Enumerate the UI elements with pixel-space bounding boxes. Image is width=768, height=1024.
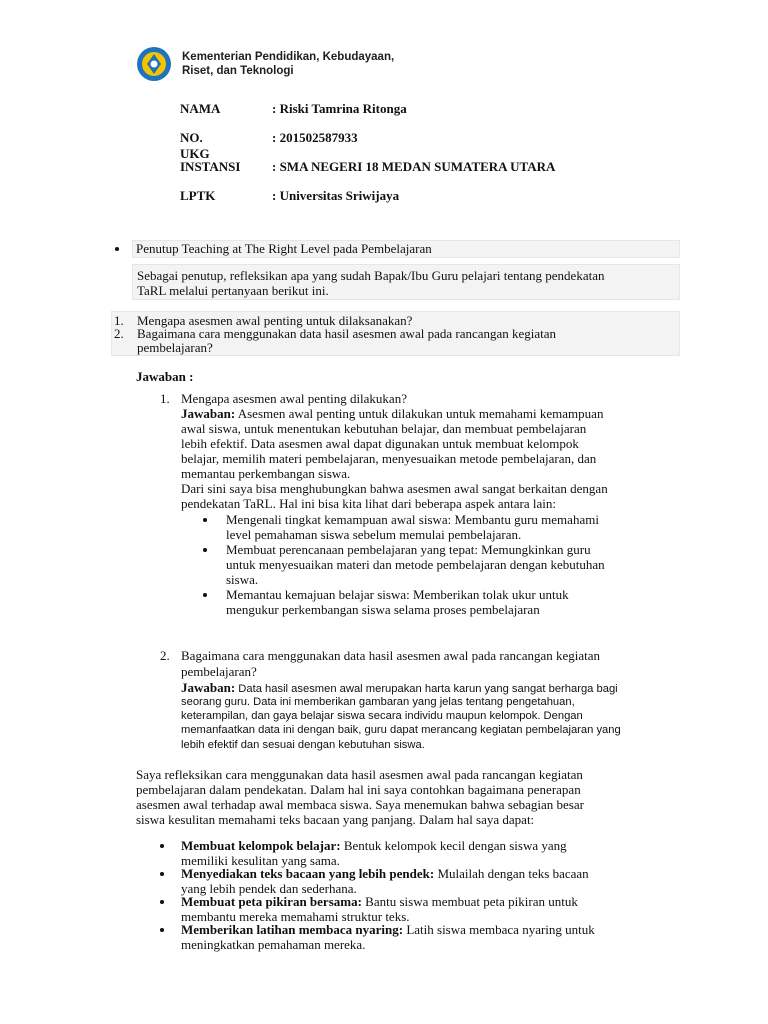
ministry-name-line2: Riset, dan Teknologi [182, 65, 294, 77]
answer-label: Jawaban: [181, 406, 236, 421]
identity-value: : SMA NEGERI 18 MEDAN SUMATERA UTARA [272, 159, 556, 174]
question-1: Mengapa asesmen awal penting untuk dilaksanakan? [137, 313, 413, 328]
action-item-cont: meningkatkan pemahaman mereka. [181, 937, 366, 952]
answer1-line: pendekatan TaRL. Hal ini bisa kita lihat dari beberapa aspek antara lain: [181, 496, 556, 511]
answer2-text: Data hasil asesmen awal merupakan harta karun yang sangat berharga bagi [235, 683, 618, 695]
action-text: Mulailah dengan teks bacaan [434, 866, 589, 881]
answer1-bullet: Mengenali tingkat kemampuan awal siswa: Membantu guru memahami [226, 512, 599, 527]
bullet-icon [115, 247, 119, 251]
bullet-icon [160, 872, 164, 876]
jawaban-heading: Jawaban : [136, 369, 194, 384]
answer1-bullet: Memantau kemajuan belajar siswa: Memberikan tolak ukur untuk [226, 587, 569, 602]
action-title: Membuat peta pikiran bersama: [181, 894, 362, 909]
answer2-line: keterampilan, dan gaya belajar siswa secara individu maupun kelompok. Dengan [181, 710, 583, 722]
action-title: Membuat kelompok belajar: [181, 838, 341, 853]
bullet-icon [203, 548, 207, 552]
answer1-line: lebih efektif. Data asesmen awal dapat digunakan untuk membuat kelompok [181, 436, 579, 451]
question-number: 2. [114, 326, 124, 341]
identity-label: INSTANSI [180, 159, 241, 174]
answer2-line: seorang guru. Data ini memberikan gambaran yang jelas tentang pengetahuan, [181, 696, 575, 708]
answer1-question: Mengapa asesmen awal penting dilakukan? [181, 391, 407, 406]
action-item [181, 866, 589, 881]
bullet-icon [160, 844, 164, 848]
answer1-line: belajar, memilih materi pembelajaran, menyesuaikan metode pembelajaran, dan [181, 451, 597, 466]
answer-number: 1. [160, 391, 170, 406]
bullet-icon [203, 593, 207, 597]
ministry-logo-icon [134, 46, 176, 82]
ministry-header [134, 46, 404, 82]
answer1-line: Dari sini saya bisa menghubungkan bahwa asesmen awal sangat berkaitan dengan [181, 481, 608, 496]
answer1-line: awal siswa, untuk menentukan kebutuhan belajar, dan membuat pembelajaran [181, 421, 587, 436]
action-title: Memberikan latihan membaca nyaring: [181, 922, 404, 937]
answer2-line: lebih efektif dan sesuai dengan kebutuhan siswa. [181, 739, 425, 751]
ministry-name-line1: Kementerian Pendidikan, Kebudayaan, [182, 51, 395, 63]
ministry-name [182, 50, 394, 78]
answer1-bullet-cont: siswa. [226, 572, 259, 587]
answer1-line: memantau perkembangan siswa. [181, 466, 351, 481]
reflection-line: asesmen awal terhadap awal membaca siswa. Saya menemukan bahwa sebagian besar [136, 797, 584, 812]
action-item-cont: membantu mereka memahami struktur teks. [181, 909, 410, 924]
reflection-line: pembelajaran dalam pendekatan. Dalam hal ini saya contohkan bagaimana penerapan [136, 782, 581, 797]
answer2-line: memanfaatkan data ini dengan baik, guru dapat merancang kegiatan pembelajaran yang [181, 724, 621, 736]
bullet-icon [160, 900, 164, 904]
identity-value: : 201502587933 [272, 130, 358, 145]
answer-number: 2. [160, 648, 170, 663]
answer1-bullet-cont: untuk menyesuaikan materi dan metode pembelajaran dengan kebutuhan [226, 557, 605, 572]
answer1-bullet-cont: mengukur perkembangan siswa selama proses pembelajaran [226, 602, 540, 617]
action-text: Latih siswa membaca nyaring untuk [403, 922, 595, 937]
action-item [181, 838, 567, 853]
intro-line: Sebagai penutup, refleksikan apa yang sudah Bapak/Ibu Guru pelajari tentang pendekatan [137, 268, 605, 283]
answer1-first-line [181, 406, 603, 421]
answer1-bullet: Membuat perencanaan pembelajaran yang tepat: Memungkinkan guru [226, 542, 591, 557]
action-item-cont: yang lebih pendek dan sederhana. [181, 881, 357, 896]
identity-label: LPTK [180, 188, 216, 203]
action-item [181, 922, 595, 937]
answer2-question-cont: pembelajaran? [181, 664, 257, 679]
question-number: 1. [114, 313, 124, 328]
bullet-icon [203, 518, 207, 522]
action-text: Bentuk kelompok kecil dengan siswa yang [340, 838, 567, 853]
identity-value: : Riski Tamrina Ritonga [272, 101, 407, 116]
intro-line: TaRL melalui pertanyaan berikut ini. [137, 283, 329, 298]
section-title: Penutup Teaching at The Right Level pada Pembelajaran [136, 241, 432, 256]
identity-value: : Universitas Sriwijaya [272, 188, 400, 203]
answer1-text: Asesmen awal penting untuk dilakukan untuk memahami kemampuan [235, 406, 604, 421]
action-title: Menyediakan teks bacaan yang lebih pendek: [181, 866, 435, 881]
action-item-cont: memiliki kesulitan yang sama. [181, 853, 340, 868]
answer-label: Jawaban: [181, 680, 236, 695]
action-text: Bantu siswa membuat peta pikiran untuk [361, 894, 578, 909]
action-item [181, 894, 578, 909]
question-2-cont: pembelajaran? [137, 340, 213, 355]
answer1-bullet-cont: level pemahaman siswa sebelum memulai pembelajaran. [226, 527, 522, 542]
bullet-icon [160, 928, 164, 932]
question-2: Bagaimana cara menggunakan data hasil asesmen awal pada rancangan kegiatan [137, 326, 557, 341]
answer2-question: Bagaimana cara menggunakan data hasil asesmen awal pada rancangan kegiatan [181, 648, 601, 663]
identity-label: NO. UKG [180, 130, 210, 161]
identity-label: NAMA [180, 101, 221, 116]
reflection-line: siswa kesulitan memahami teks bacaan yang panjang. Dalam hal saya dapat: [136, 812, 535, 827]
reflection-line: Saya refleksikan cara menggunakan data hasil asesmen awal pada rancangan kegiatan [136, 767, 583, 782]
